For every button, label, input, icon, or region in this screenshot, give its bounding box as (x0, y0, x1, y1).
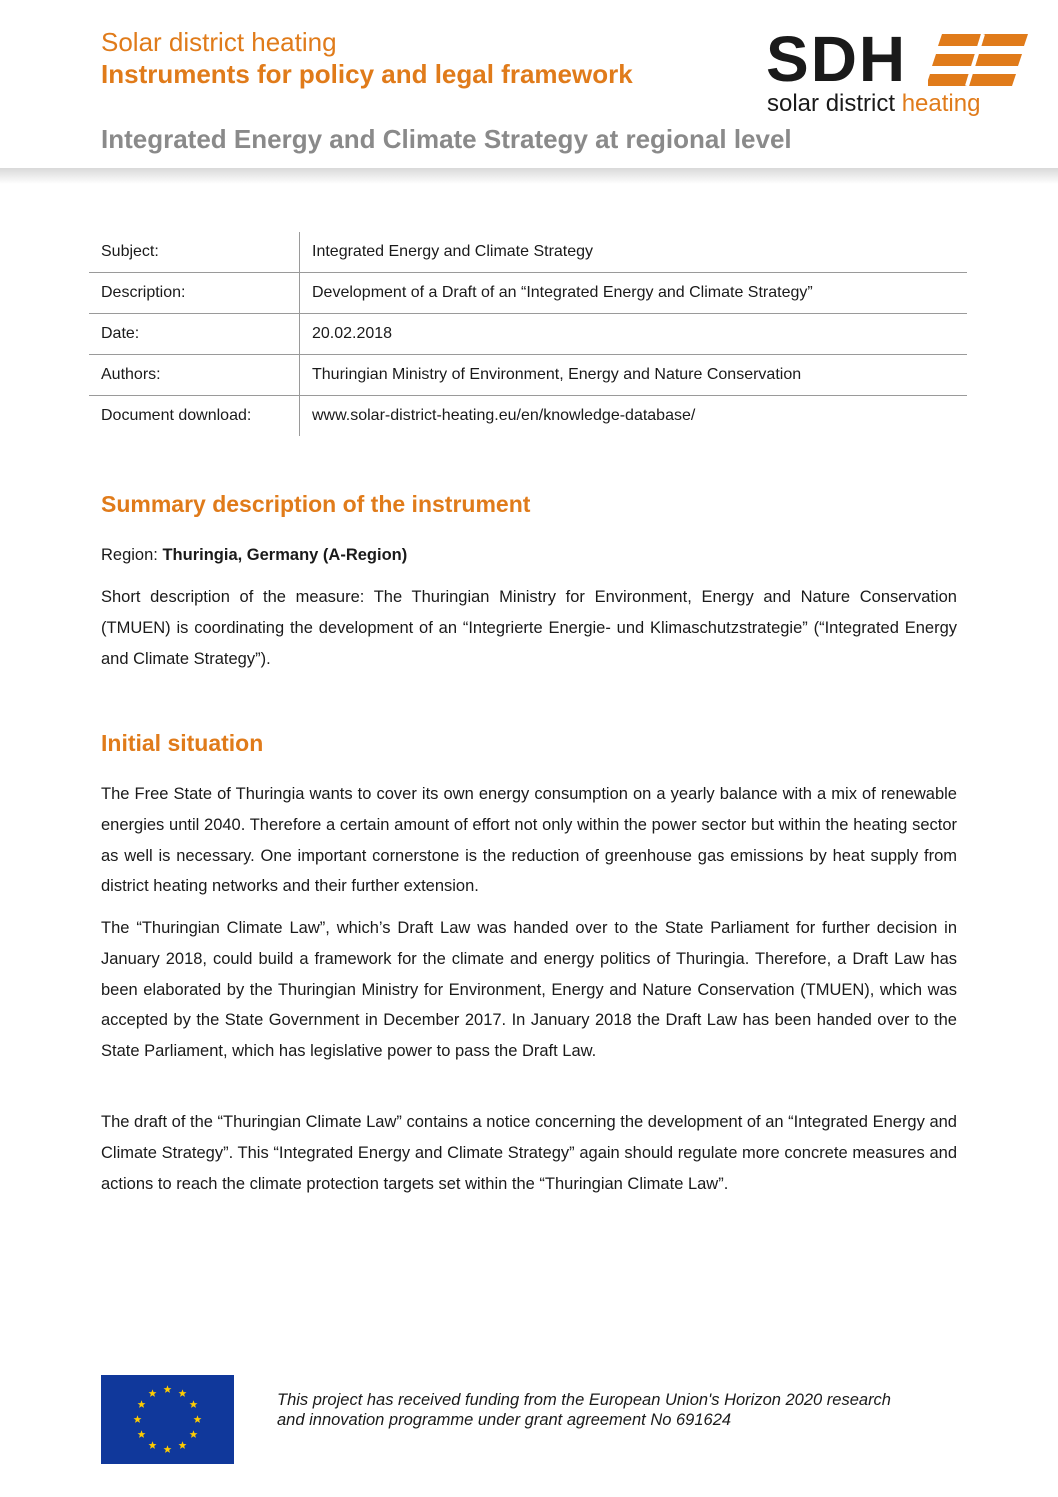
logo-tagline (767, 90, 980, 118)
funding-line-1: This project has received funding from the European Union's Horizon 2020 research (277, 1391, 891, 1409)
row-label: Authors: (89, 355, 300, 396)
table-row (89, 355, 967, 396)
region-value: Thuringia, Germany (A-Region) (162, 546, 408, 564)
initial-situation-heading: Initial situation (101, 730, 264, 756)
page-header (0, 0, 1058, 175)
short-description: Short description of the measure: The Thuringian Ministry for Environment, Energy and Nature Conservation (TMUEN) is coordinating the development of an “Integrierte Energie- und Klimaschutzstrategie” (“Integrated Energy and Climate Strategy”). (101, 588, 957, 668)
region-line (101, 540, 957, 571)
row-value: Development of a Draft of an “Integrated Energy and Climate Strategy” (300, 273, 968, 314)
paragraph: The draft of the “Thuringian Climate Law” contains a notice concerning the development of an “Integrated Energy and Climate Strategy”. This “Integrated Energy and Climate Strategy” again should regulate more concrete measures and actions to reach the climate protection targets set within the “Thuringian Climate Law”. (101, 1113, 957, 1193)
row-label: Description: (89, 273, 300, 314)
funding-line-2: and innovation programme under grant agreement No 691624 (277, 1411, 732, 1429)
table-row (89, 232, 967, 273)
paragraph: The Free State of Thuringia wants to cover its own energy consumption on a yearly balance with a mix of renewable energies until 2040. Therefore a certain amount of effort not only within the power sector but within the heating sector as well is necessary. One important cornerstone is the reduction of greenhouse gas emissions by heat supply from district heating networks and their further extension. (101, 785, 957, 896)
logo-tag-accent: heating (901, 90, 981, 117)
row-value: Integrated Energy and Climate Strategy (300, 232, 968, 273)
logo-stripes-icon (928, 34, 1028, 86)
series-title: Solar district heating (101, 27, 337, 57)
region-label: Region: (101, 546, 163, 564)
summary-heading: Summary description of the instrument (101, 491, 531, 517)
table-row (89, 273, 967, 314)
eu-flag-icon (101, 1375, 234, 1464)
logo-letters: SDH (766, 23, 908, 95)
table-row (89, 396, 967, 437)
row-value: 20.02.2018 (300, 314, 968, 355)
download-link[interactable]: www.solar-district-heating.eu/en/knowledge-database/ (312, 407, 696, 424)
funding-notice (277, 1390, 977, 1430)
row-label: Document download: (89, 396, 300, 437)
document-title: Integrated Energy and Climate Strategy at regional level (101, 124, 792, 154)
paragraph: The “Thuringian Climate Law”, which’s Draft Law was handed over to the State Parliament for further decision in January 2018, could build a framework for the climate and energy politics of Thuringia. Therefore, a Draft Law has been elaborated by the Thuringian Ministry for Environment, Energy and Nature Conservation (TMUEN), which was accepted by the State Government in December 2017. In January 2018 the Draft Law has been handed over to the State Parliament, which has legislative power to pass the Draft Law. (101, 919, 957, 1061)
series-subtitle: Instruments for policy and legal framework (101, 59, 633, 89)
header-shadow (0, 168, 1058, 184)
row-value: Thuringian Ministry of Environment, Energy and Nature Conservation (300, 355, 968, 396)
row-label: Subject: (89, 232, 300, 273)
logo-tag-plain: solar district (767, 90, 902, 117)
table-row (89, 314, 967, 355)
document-info-table (89, 232, 967, 436)
row-label: Date: (89, 314, 300, 355)
sdh-logo (766, 23, 1028, 120)
